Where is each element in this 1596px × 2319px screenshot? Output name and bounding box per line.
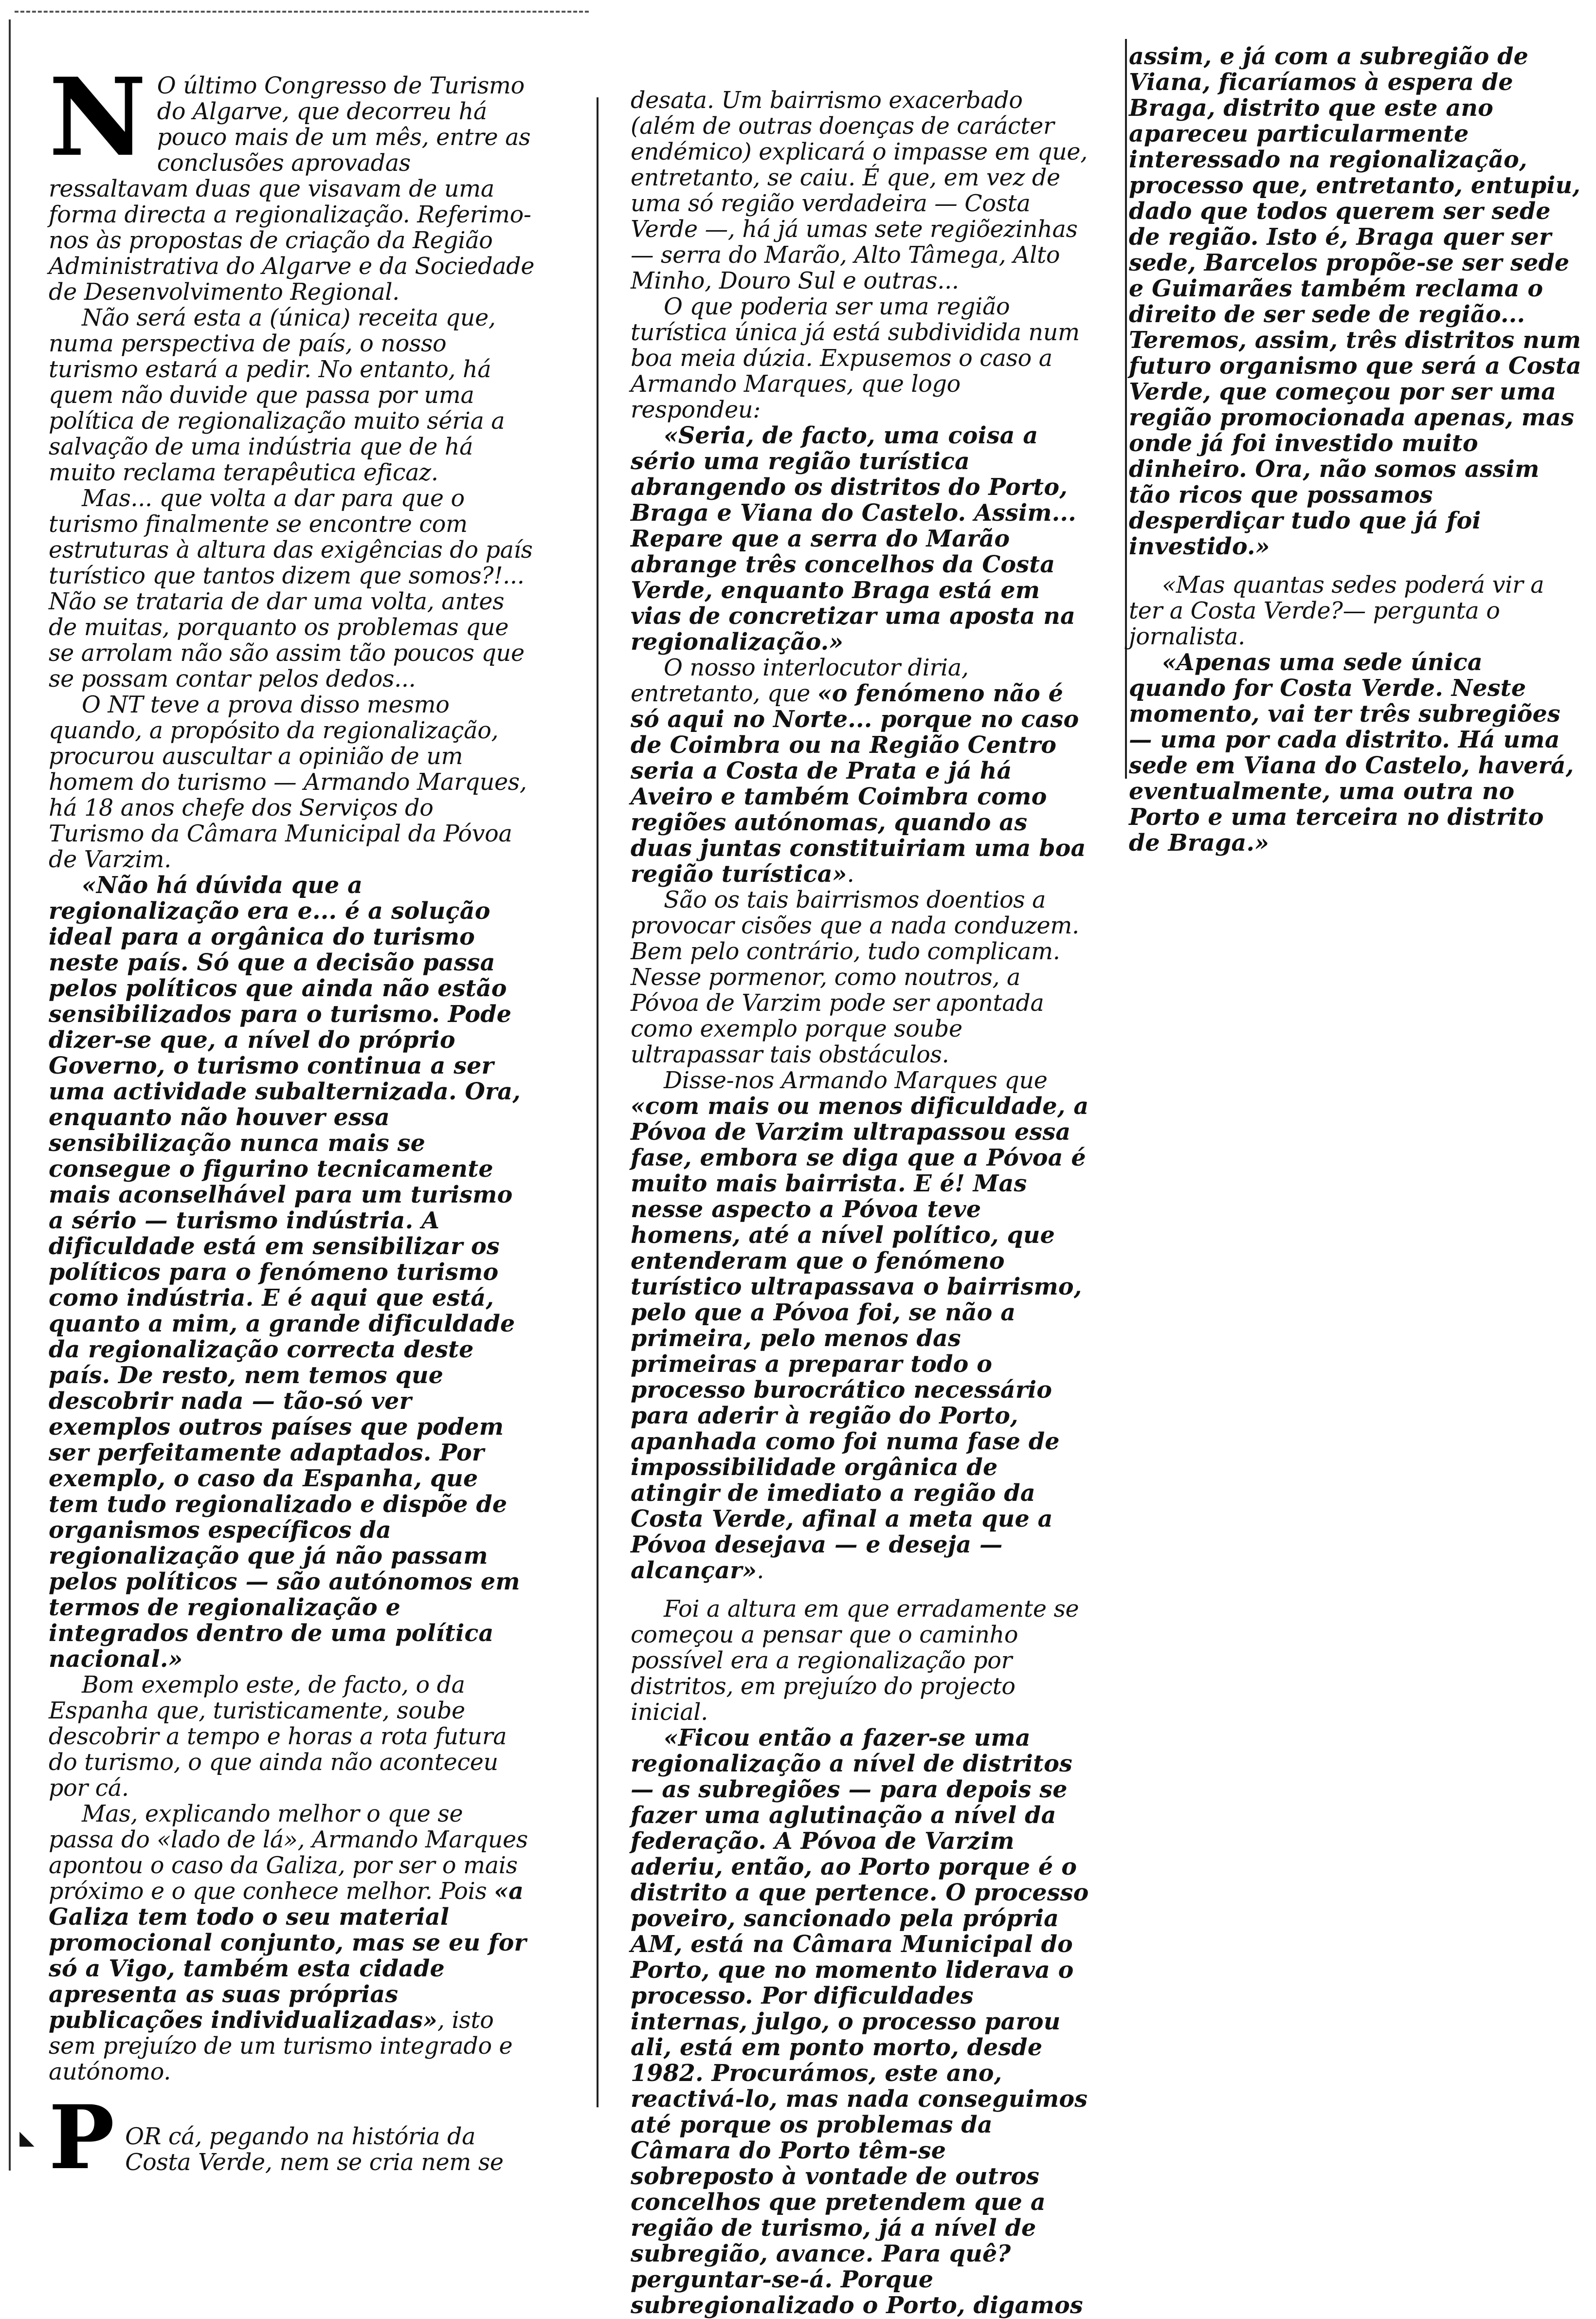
quote-paragraph xyxy=(631,423,1093,655)
article-column-1 xyxy=(49,54,535,2189)
quote-paragraph xyxy=(49,873,535,1672)
paragraph: Foi a altura em que erradamente se começou a pensar que o caminho possível era a regionalização por distritos, em prejuízo do projecto inicial. xyxy=(631,1596,1079,1726)
paragraph: Mas... que volta a dar para que o turismo finalmente se encontre com estruturas à altura das exigências do país turístico que tantos dizem que somos?!... Não se trataria de dar uma volta, antes de muitas, porquanto os problemas que se arrolam não são assim tão poucos que se possam contar pelos dedos... xyxy=(49,485,533,693)
paragraph: desata. Um bairrismo exacerbado (além de outras doenças de carácter endémico) explicará o impasse em que, entretanto, se caiu. É que, em vez de uma só região verdadeira — Costa Verde —, há já umas sete regiõezinhas — serra do Marão, Alto Tâmega, Alto Minho, Douro Sul e outras... xyxy=(631,87,1088,294)
text-run: Disse-nos Armando Marques que xyxy=(664,1067,1048,1094)
paragraph: O que poderia ser uma região turística única já está subdividida num boa meia dúzia. Expusemos o caso a Armando Marques, que logo respondeu: xyxy=(631,293,1080,423)
quote-text: «com mais ou menos dificuldade, a Póvoa de Varzim ultrapassou essa fase, embora se diga que a Póvoa é muito mais bairrista. E é! Mas nesse aspecto a Póvoa teve homens, até a nível político, que entenderam que o fenómeno turístico ultrapassava o bairrismo, pelo que a Póvoa foi, se não a primeira, pelo menos das primeiras a preparar todo o processo burocrático necessário para aderir à região do Porto, apanhada como foi numa fase de impossibilidade orgânica de atingir de imediato a região da Costa Verde, afinal a meta que a Póvoa desejava — e deseja — alcançar» xyxy=(631,1093,1089,1584)
text-run: O nosso interlocutor diria, entretanto, que xyxy=(631,655,969,707)
quote-text: «o fenómeno não é só aqui no Norte... porque no caso de Coimbra ou na Região Centro seria a Costa de Prata e já há Aveiro e também Coimbra como regiões autónomas, quando as duas juntas constituiriam uma boa região turística» xyxy=(631,680,1086,888)
quote-text: «Não há dúvida que a regionalização era e... é a solução ideal para a orgânica do turismo neste país. Só que a decisão passa pelos políticos que ainda não estão sensibilizados para o turismo. Pode dizer-se que, a nível do próprio Governo, o turismo continua a ser uma actividade subalternizada. Ora, enquanto não houver essa sensibilização nunca mais se consegue o figurino tecnicamente mais aconselhável para um turismo a sério — turismo indústria. A dificuldade está em sensibilizar os políticos para o fenómeno turismo como indústria. E é aqui que está, quanto a mim, a grande dificuldade da regionalização correcta deste país. De resto, nem temos que descobrir nada — tão-só ver exemplos outros países que podem ser perfeitamente adaptados. Por exemplo, o caso da Espanha, que tem tudo regionalizado e dispõe de organismos específicos da regionalização que já não passam pelos políticos — são autónomos em termos de regionalização e integrados dentro de uma política nacional.» xyxy=(49,872,521,1673)
article-column-3 xyxy=(1129,44,1581,856)
column-rule-2 xyxy=(1125,39,1127,779)
paragraph: Bom exemplo este, de facto, o da Espanha que, turisticamente, soube descobrir a tempo e horas a rota futura do turismo, o que ainda não aconteceu por cá. xyxy=(49,1672,507,1802)
text-run: . xyxy=(847,861,854,888)
paragraph: Não será esta a (única) receita que, numa perspectiva de país, o nosso turismo estará a pedir. No entanto, há quem não duvide que passa por uma política de regionalização muito séria a salvação de uma indústria que de há muito reclama terapêutica eficaz. xyxy=(49,305,505,486)
article-column-2 xyxy=(631,88,1093,2319)
quote-text: assim, e já com a subregião de Viana, ficaríamos à espera de Braga, distrito que este ano apareceu particularmente interessado na regionalização, processo que, entretanto, entupiu, dado que todos querem ser sede de região. Isto é, Braga quer ser sede, Barcelos propõe-se ser sede e Guimarães também reclama o direito de ser sede de região... Teremos, assim, três distritos num futuro organismo que será a Costa Verde, que começou por ser uma região promocionada apenas, mas onde já foi investido muito dinheiro. Ora, não somos assim tão ricos que possamos desperdiçar tudo que já foi investido.» xyxy=(1129,43,1581,560)
quote-text: «Seria, de facto, uma coisa a sério uma região turística abrangendo os distritos do Porto, Braga e Viana do Castelo. Assim... Repare que a serra do Marão abrange três concelhos da Costa Verde, enquanto Braga está em vias de concretizar uma aposta na regionalização.» xyxy=(631,422,1076,656)
page-top-border xyxy=(15,11,589,13)
quote-paragraph xyxy=(1129,44,1581,560)
quote-text: «Apenas uma sede única quando for Costa Verde. Neste momento, vai ter três subregiões — uma por cada distrito. Há uma sede em Viana do Castelo, haverá, eventualmente, uma outra no Porto e uma terceira no distrito de Braga.» xyxy=(1129,649,1574,857)
quote-text: «Ficou então a fazer-se uma regionalização a nível de distritos — as subregiões — para depois se fazer uma aglutinação a nível da federação. A Póvoa de Varzim aderiu, então, ao Porto porque é o distrito a que pertence. O processo poveiro, sancionado pela própria AM, está na Câmara Municipal do Porto, que no momento liderava o processo. Por dificuldades internas, julgo, o processo parou ali, está em ponto morto, desde 1982. Procurámos, este ano, reactivá-lo, mas nada conseguimos até porque os problemas da Câmara do Porto têm-se sobreposto à vontade de outros concelhos que pretendem que a região de turismo, já a nível de subregião, avance. Para quê? perguntar-se-á. Porque subregionalizado o Porto, digamos xyxy=(631,1724,1089,2319)
text-run: . xyxy=(757,1557,764,1584)
text-run: , isto sem prejuízo de um turismo integrado e autónomo. xyxy=(49,2007,513,2085)
paragraph: São os tais bairrismos doentios a provocar cisões que a nada conduzem. Bem pelo contrário, tudo complicam. Nesse pormenor, como noutros, a Póvoa de Varzim pode ser apontada como exemplo porque soube ultrapassar tais obstáculos. xyxy=(631,887,1079,1068)
paragraph xyxy=(49,1801,535,2085)
paragraph: OR cá, pegando na história da Costa Verde, nem se cria nem se xyxy=(125,2123,504,2176)
dropcap-n: N xyxy=(49,54,146,180)
quote-text: «a Galiza tem todo o seu material promocional conjunto, mas se eu for só a Vigo, também esta cidade apresenta as suas próprias publicações individualizadas» xyxy=(49,1878,526,2034)
quote-paragraph xyxy=(631,1725,1093,2319)
paragraph-intro: O último Congresso de Turismo do Algarve, que decorreu há pouco mais de um mês, entre as conclusões aprovadas ressaltavam duas que visavam de uma forma directa a regionalização. Referimo-nos às propostas de criação da Região Administrativa do Algarve e da Sociedade de Desenvolvimento Regional. xyxy=(49,73,535,306)
corner-mark-icon: ◣ xyxy=(19,2127,35,2149)
quote-paragraph xyxy=(1129,650,1581,856)
paragraph: O NT teve a prova disso mesmo quando, a propósito da regionalização, procurou auscultar a opinião de um homem do turismo — Armando Marques, há 18 anos chefe dos Serviços do Turismo da Câmara Municipal da Póvoa de Varzim. xyxy=(49,692,527,873)
dropcap-p: P xyxy=(49,2086,115,2189)
text-run: Mas, explicando melhor o que se passa do «lado de lá», Armando Marques apontou o caso da Galiza, por ser o mais próximo e o que conhece melhor. Pois xyxy=(49,1801,528,1905)
paragraph: «Mas quantas sedes poderá vir a ter a Costa Verde?— pergunta o jornalista. xyxy=(1129,572,1544,650)
paragraph xyxy=(631,1068,1093,1584)
paragraph xyxy=(631,655,1093,887)
page-left-border xyxy=(9,19,11,2171)
column-rule-1 xyxy=(597,97,598,2107)
